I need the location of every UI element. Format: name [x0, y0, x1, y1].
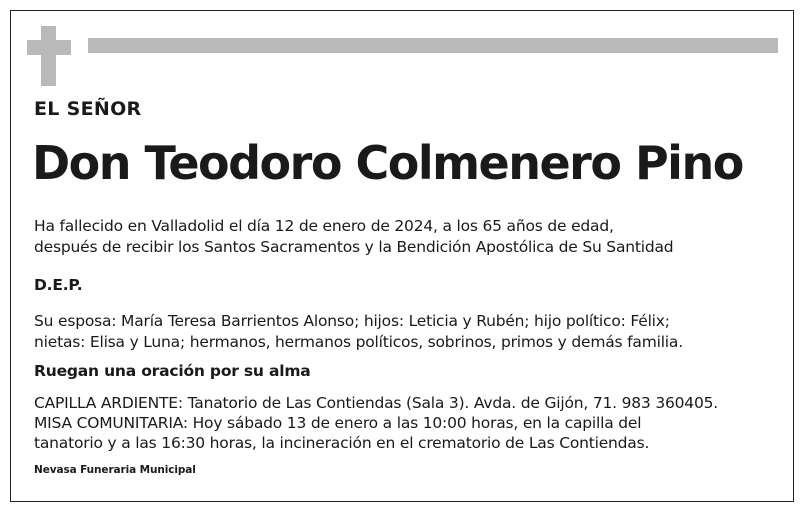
funeral-home: Nevasa Funeraria Municipal	[34, 464, 196, 476]
header-rule	[88, 38, 778, 53]
family-line-1: Su esposa: María Teresa Barrientos Alonso; hijos: Leticia y Rubén; hijo político: Félix;	[34, 312, 670, 330]
cross-vertical-bar	[41, 26, 56, 86]
death-line-2: después de recibir los Santos Sacramentos y la Bendición Apostólica de Su Santidad	[34, 238, 674, 256]
prayer-request: Ruegan una oración por su alma	[34, 362, 311, 380]
death-line-1: Ha fallecido en Valladolid el día 12 de enero de 2024, a los 65 años de edad,	[34, 217, 614, 235]
cross-horizontal-bar	[27, 40, 71, 55]
service-line-2: MISA COMUNITARIA: Hoy sábado 13 de enero a las 10:00 horas, en la capilla del	[34, 414, 642, 432]
deceased-name: Don Teodoro Colmenero Pino	[32, 136, 743, 190]
rip: D.E.P.	[34, 276, 83, 294]
service-line-1: CAPILLA ARDIENTE: Tanatorio de Las Contiendas (Sala 3). Avda. de Gijón, 71. 983 360405.	[34, 394, 719, 412]
service-line-3: tanatorio y a las 16:30 horas, la incineración en el crematorio de Las Contiendas.	[34, 434, 650, 452]
honorific: EL SEÑOR	[34, 98, 142, 120]
family-line-2: nietas: Elisa y Luna; hermanos, hermanos políticos, sobrinos, primos y demás familia.	[34, 333, 683, 351]
